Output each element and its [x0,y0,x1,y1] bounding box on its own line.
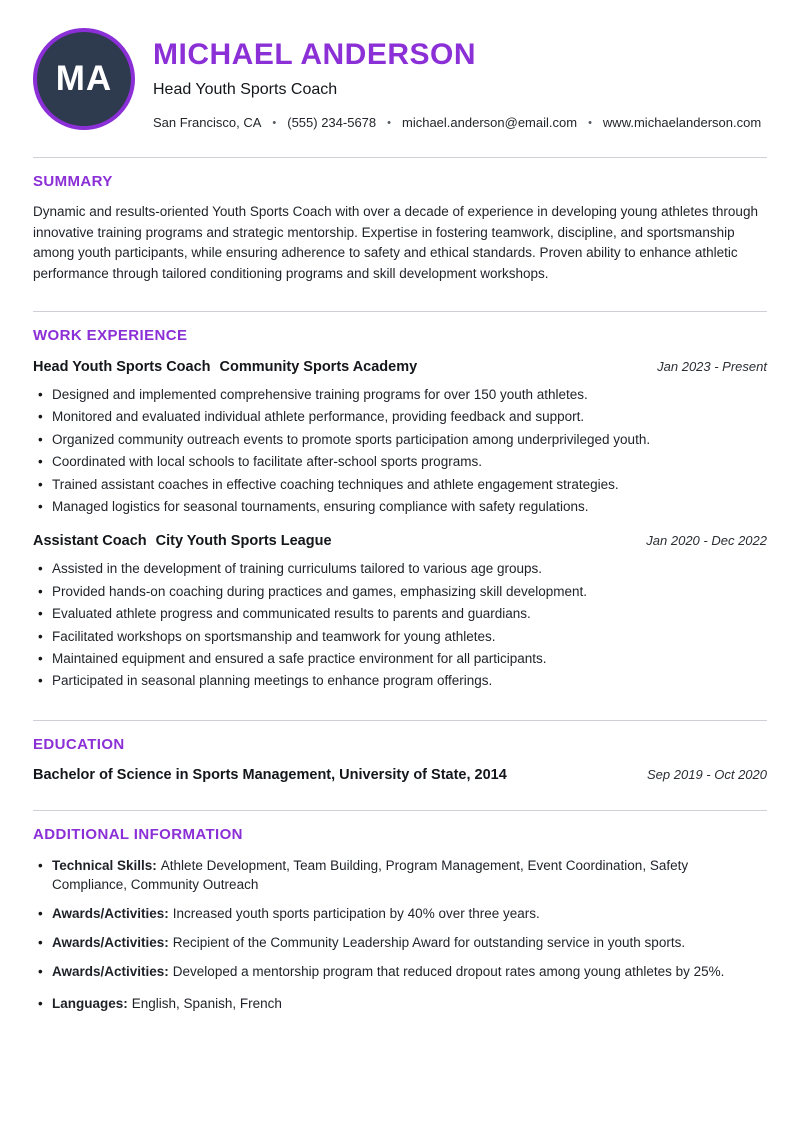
additional-item-text: Increased youth sports participation by 40% over three years. [172,906,540,922]
job-title-line [33,359,417,375]
job-title: Assistant Coach [33,533,147,550]
contact-phone: (555) 234-5678 [287,115,377,130]
contact-email: michael.anderson@email.com [402,115,578,130]
additional-item-text: Athlete Development, Team Building, Program Management, Event Coordination, Safety Compliance, Community Outreach [52,857,689,893]
job-header [33,359,767,375]
additional-item-label: Technical Skills: [52,857,157,873]
contact-row [153,115,761,130]
candidate-job-title: Head Youth Sports Coach [153,81,338,98]
job-dates: Jan 2023 - Present [657,359,767,374]
additional-item-awards [33,933,757,953]
contact-separator-dot: • [387,116,391,129]
job-bullet: • Participated in seasonal planning meetings to enhance program offerings. [33,670,767,692]
additional-item-awards [33,962,757,982]
job-bullet-list [33,384,767,518]
section-education [33,720,767,783]
additional-item-text: Recipient of the Community Leadership Award for outstanding service in youth sports. [172,935,686,951]
education-degree: Bachelor of Science in Sports Management, University of State, 2014 [33,766,507,783]
job-entry [33,359,767,518]
resume-header [33,28,767,130]
summary-heading: SUMMARY [33,173,113,190]
job-bullet: • Facilitated workshops on sportsmanship and teamwork for young athletes. [33,626,767,648]
job-company: Community Sports Academy [219,359,418,375]
additional-item-label: Awards/Activities: [52,964,169,980]
job-bullet: • Maintained equipment and ensured a safe practice environment for all participants. [33,648,767,670]
contact-website: www.michaelanderson.com [602,115,762,130]
section-summary [33,157,767,284]
additional-item-text: English, Spanish, French [131,995,282,1011]
additional-item-label: Awards/Activities: [52,906,169,922]
additional-item-text: Developed a mentorship program that reduced dropout rates among young athletes by 25%. [172,964,725,980]
contact-separator-dot: • [588,116,592,129]
contact-location: San Francisco, CA [153,115,262,130]
avatar-initials: MA [55,59,113,98]
job-header [33,533,767,549]
summary-text: Dynamic and results-oriented Youth Sports Coach with over a decade of experience in developing young athletes through innovative training programs and strategic mentorship. Expertise in fostering teamwork, discipline, and sportsmanship among youth participants, while ensuring adherence to safety and ethical standards. Proven ability to enhance athletic performance through tailored conditioning programs and skill development workshops. [33,204,758,281]
avatar [33,28,135,130]
contact-separator-dot: • [272,116,277,129]
candidate-name: MICHAEL ANDERSON [153,38,477,71]
job-bullet-list [33,558,767,692]
job-entry [33,533,767,692]
work-experience-heading: WORK EXPERIENCE [33,327,188,344]
additional-information-heading: ADDITIONAL INFORMATION [33,825,243,843]
additional-item-label: Awards/Activities: [52,935,169,951]
section-work-experience [33,311,767,693]
education-heading: EDUCATION [33,735,125,753]
job-bullet: • Trained assistant coaches in effective coaching techniques and athlete engagement strategies. [33,474,767,496]
job-bullet: • Designed and implemented comprehensive training programs for over 150 youth athletes. [33,384,767,406]
job-company: City Youth Sports League [155,533,332,550]
job-bullet: • Managed logistics for seasonal tournaments, ensuring compliance with safety regulations. [33,496,767,518]
job-title: Head Youth Sports Coach [33,359,211,375]
job-bullet: • Coordinated with local schools to facilitate after-school sports programs. [33,451,767,473]
job-bullet: • Monitored and evaluated individual athlete performance, providing feedback and support. [33,406,767,428]
job-dates: Jan 2020 - Dec 2022 [646,533,767,549]
job-bullet: • Provided hands-on coaching during practices and games, emphasizing skill development. [33,581,767,603]
header-text [153,28,761,130]
job-bullet: • Assisted in the development of training curriculums tailored to various age groups. [33,558,767,580]
additional-item-technical-skills [33,856,757,895]
job-bullet: • Evaluated athlete progress and communicated results to parents and guardians. [33,603,767,625]
education-dates: Sep 2019 - Oct 2020 [647,766,767,782]
additional-item-label: Languages: [52,995,128,1011]
additional-list [33,856,767,1014]
additional-item-languages [33,994,757,1014]
job-title-line [33,533,332,549]
job-bullet: • Organized community outreach events to promote sports participation among underprivileged youth. [33,429,767,451]
education-entry [33,767,767,783]
additional-item-awards [33,904,757,924]
section-additional-information [33,810,767,1014]
